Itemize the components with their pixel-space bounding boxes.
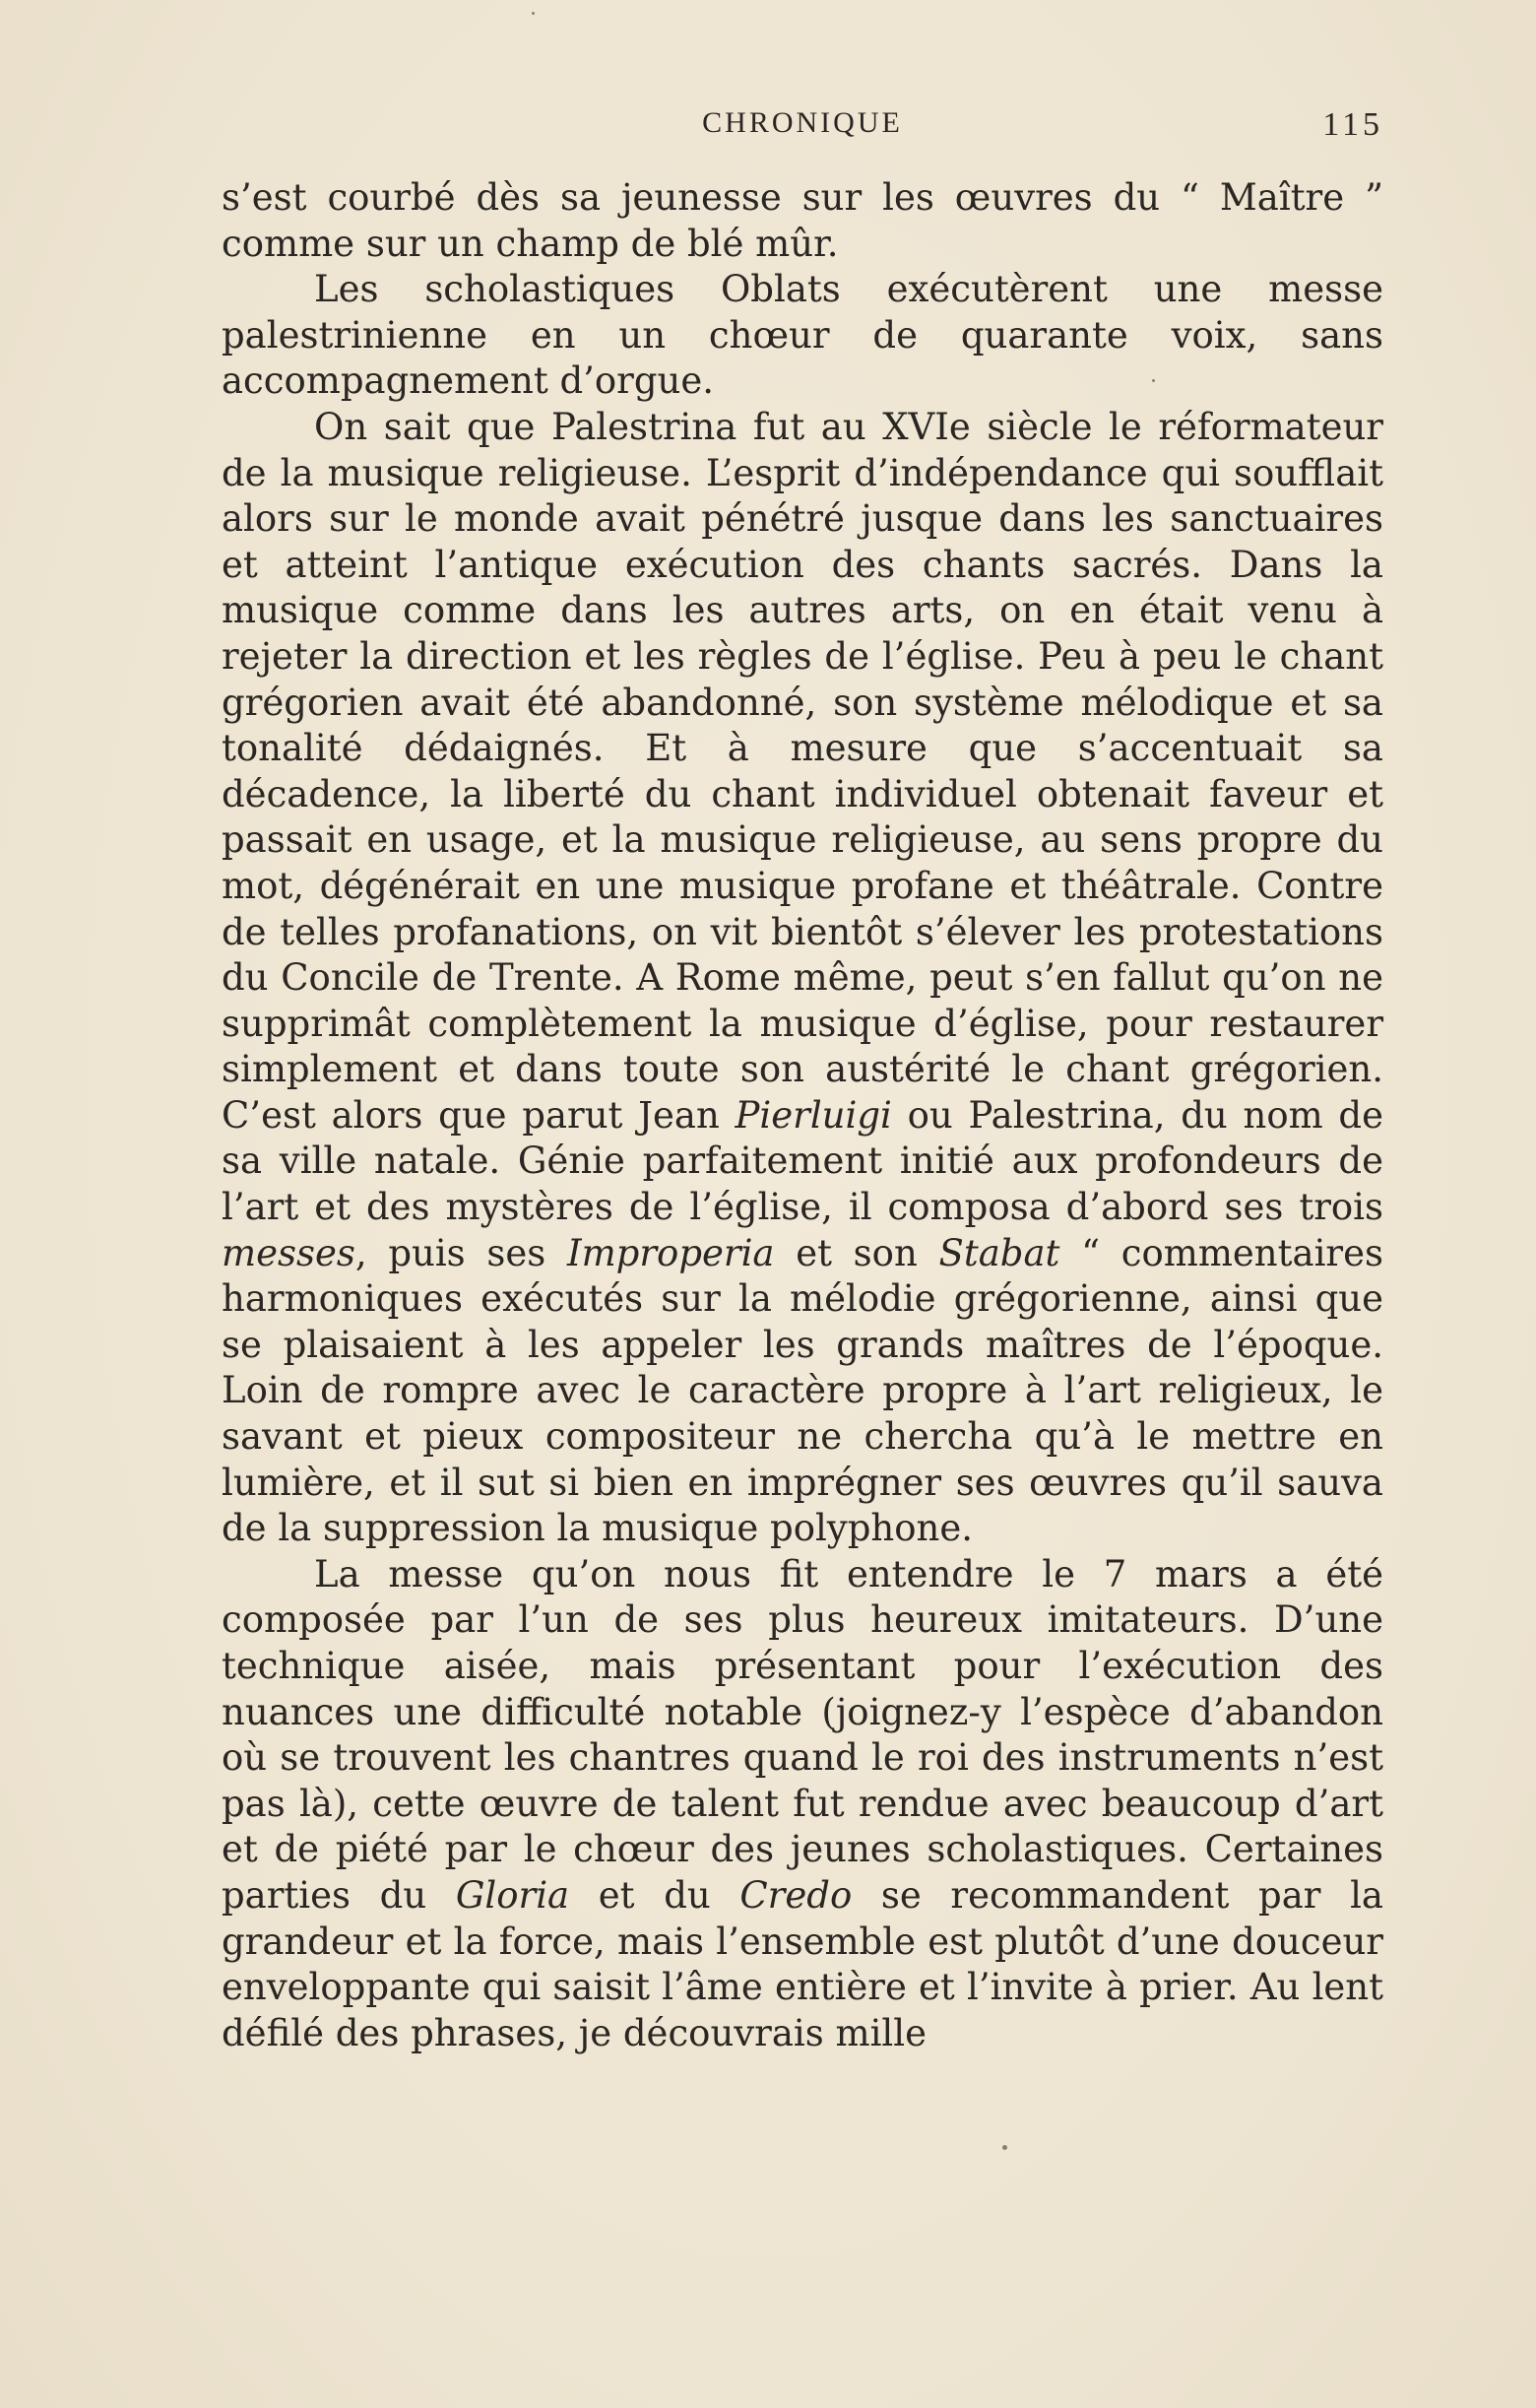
text-run: Les scholastiques Oblats exécutèrent une messe palestrinienne en un chœur de quarante voix, sans accompagnement d’orgue. — [222, 268, 1383, 403]
text-run: “ commentaires harmoniques exécutés sur la mélodie grégorienne, ainsi que se plaisaient à les appeler les grands maîtres de l’époque. Loin de rompre avec le caractère propre à l’art religieux, le savant et pieux compositeur ne chercha qu’à le mettre en lumière, et il sut si bien en imprégner ses œuvres qu’il sauva de la suppression la musique polyphone. — [222, 1231, 1383, 1550]
text-run: et son — [774, 1231, 939, 1274]
paper-speck — [1152, 379, 1155, 382]
text-run: et du — [569, 1873, 740, 1917]
italic-run: Credo — [739, 1873, 853, 1917]
text-run: s’est courbé dès sa jeunesse sur les œuvres du “ Maître ” comme sur un champ de blé mûr. — [222, 176, 1383, 265]
text-run: On sait que Palestrina fut au XVIe siècle le réformateur de la musique religieuse. L’esprit d’indépendance qui soufflait alors sur le monde avait pénétré jusque dans les sanctuaires et atteint l’antique exécution des chants sacrés. Dans la musique comme dans les autres arts, on en était venu à rejeter la direction et les règles de l’église. Peu à peu le chant grégorien avait été abandonné, son système mélodique et sa tonalité dédaignés. Et à mesure que s’accentuait sa décadence, la liberté du chant individuel obtenait faveur et passait en usage, et la musique religieuse, au sens propre du mot, dégénérait en une musique profane et théâtrale. Contre de telles profanations, on vit bientôt s’élever les protestations du Concile de Trente. A Rome même, peut s’en fallut qu’on ne supprimât complètement la musique d’église, pour restaurer simplement et dans toute son austérité le chant grégorien. C’est alors que parut Jean — [222, 405, 1383, 1137]
italic-run: Gloria — [455, 1873, 570, 1917]
running-head: CHRONIQUE — [702, 106, 903, 139]
text-run: ou Palestrina, du nom de sa ville natale. Génie parfaitement initié aux profondeurs de l’art et des mystères de l’église, il composa d’abord ses trois — [222, 1093, 1383, 1229]
paper-speck — [1002, 2145, 1007, 2150]
paragraph — [222, 267, 1383, 405]
italic-run: Pierluigi — [735, 1093, 892, 1137]
paragraph — [222, 175, 1383, 267]
paper-speck — [532, 12, 535, 15]
italic-run: Stabat — [938, 1231, 1060, 1274]
text-run: La messe qu’on nous fit entendre le 7 mars a été composée par l’un de ses plus heureux imitateurs. D’une technique aisée, mais présentant pour l’exécution des nuances une difficulté notable (joignez-y l’espèce d’abandon où se trouvent les chantres quand le roi des instruments n’est pas là), cette œuvre de talent fut rendue avec beaucoup d’art et de piété par le chœur des jeunes scholastiques. Certaines parties du — [222, 1552, 1383, 1917]
text-run: se recommandent par la grandeur et la force, mais l’ensemble est plutôt d’une douceur enveloppante qui saisit l’âme entière et l’invite à prier. Au lent défilé des phrases, je découvrais mille — [222, 1873, 1383, 2054]
body-text — [222, 175, 1383, 2056]
page-number: 115 — [1322, 106, 1383, 143]
paragraph — [222, 1552, 1383, 2057]
italic-run: Improperia — [566, 1231, 775, 1274]
page-header — [222, 106, 1383, 156]
paragraph — [222, 405, 1383, 1552]
italic-run: messes — [222, 1231, 355, 1274]
text-run: , puis ses — [354, 1231, 567, 1274]
